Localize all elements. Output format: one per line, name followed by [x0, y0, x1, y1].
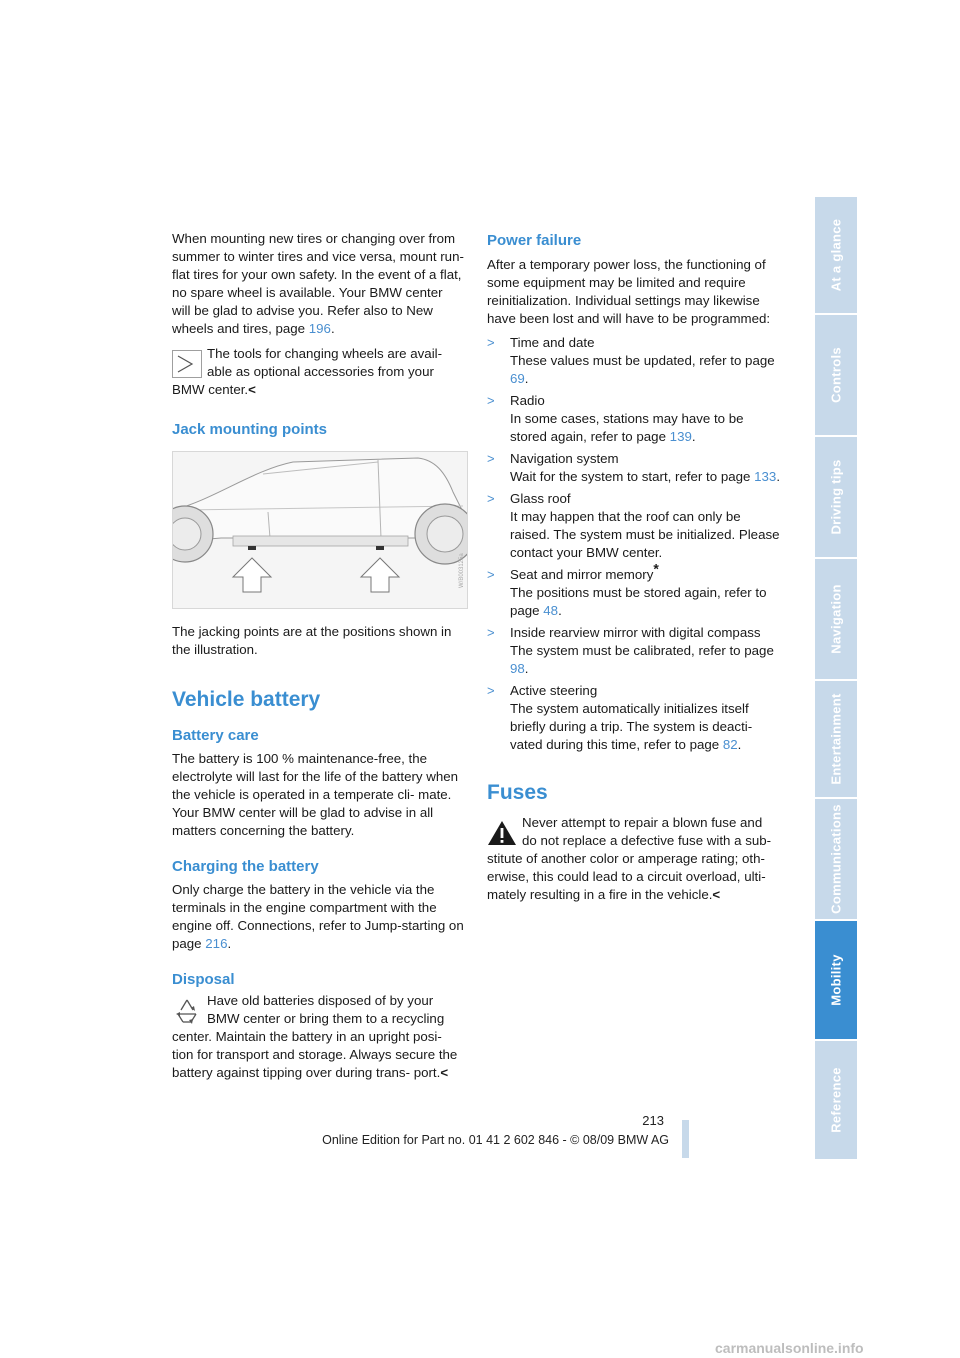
page-link-48[interactable]: 48 [543, 603, 559, 618]
disposal-heading: Disposal [172, 971, 235, 988]
left-column [172, 230, 464, 1082]
battery-care-heading: Battery care [172, 727, 259, 744]
tab-at-a-glance[interactable]: At a glance [815, 197, 857, 315]
tools-note: The tools for changing wheels are avail- able as optional accessories from your BMW center.< [172, 346, 443, 397]
list-item: > Time and date These values must be updated, refer to page 69. [487, 335, 775, 386]
list-item: > Active steering The system automatically initializes itself briefly during a trip. The system is deacti- vated during this time, refer to page 82. [487, 683, 753, 752]
list-item: > Navigation system Wait for the system to start, refer to page 133. [487, 451, 781, 484]
jack-points-figure [172, 451, 468, 609]
page-link-98[interactable]: 98 [510, 661, 525, 676]
charging-text: Only charge the battery in the vehicle via the terminals in the engine compartment with the engine off. Connections, refer to Jump-starting on page 216. [172, 882, 464, 951]
end-mark: < [712, 887, 721, 902]
reinit-list [487, 334, 782, 754]
page-marker-bar [682, 1120, 689, 1158]
power-failure-heading: Power failure [487, 232, 582, 249]
list-item: > Radio In some cases, stations may have to be stored again, refer to page 139. [487, 393, 744, 444]
tab-mobility[interactable]: Mobility [815, 921, 857, 1041]
list-item: > Glass roof It may happen that the roof can only be raised. The system must be initialized. Please contact your BMW center. [487, 491, 780, 560]
battery-care-text: The battery is 100 % maintenance-free, the electrolyte will last for the life of the battery when the vehicle is operated in a temperate cli- mate. Your BMW center will be glad to advise in all matters concerning the battery. [172, 751, 459, 838]
page-link-133[interactable]: 133 [754, 469, 777, 484]
tab-reference[interactable]: Reference [815, 1041, 857, 1161]
footer-edition: Online Edition for Part no. 01 41 2 602 846 - © 08/09 BMW AG [322, 1133, 669, 1147]
disposal-note: Have old batteries disposed of by your BMW center or bring them to a recycling center. Maintain the battery in an upright posi- tion for transport and storage. Always secure the battery against tipping over during trans- port.< [172, 993, 458, 1080]
tab-controls[interactable]: Controls [815, 315, 857, 437]
recycling-icon [172, 997, 202, 1025]
page-link-69[interactable]: 69 [510, 371, 525, 386]
watermark: carmanualsonline.info [715, 1340, 864, 1356]
page-link-196[interactable]: 196 [308, 321, 331, 336]
list-item: > Inside rearview mirror with digital compass The system must be calibrated, refer to page 98. [487, 625, 774, 676]
right-column [487, 232, 782, 904]
page-link-82[interactable]: 82 [722, 737, 738, 752]
page-number: 213 [642, 1113, 664, 1128]
page-link-216[interactable]: 216 [205, 936, 228, 951]
end-mark: < [248, 382, 256, 397]
section-tabs [815, 197, 857, 1161]
tab-driving-tips[interactable]: Driving tips [815, 437, 857, 559]
option-star: * [653, 560, 659, 577]
note-icon [172, 350, 202, 378]
list-item: > Seat and mirror memory* The positions must be stored again, refer to page 48. [487, 560, 767, 618]
end-mark: < [440, 1065, 449, 1080]
charging-heading: Charging the battery [172, 858, 319, 875]
battery-heading: Vehicle battery [172, 688, 321, 711]
jack-text: The jacking points are at the positions shown in the illustration. [172, 624, 452, 657]
figure-code: W/B003125a [459, 553, 465, 588]
tab-entertainment[interactable]: Entertainment [815, 681, 857, 799]
tab-navigation[interactable]: Navigation [815, 559, 857, 681]
power-failure-text: After a temporary power loss, the functioning of some equipment may be limited and require reinitialization. Individual settings may likewise have been lost and will have to be programmed: [487, 257, 771, 326]
tire-intro-paragraph: When mounting new tires or changing over from summer to winter tires and vice versa, mount run-flat tires for your own safety. In the event of a flat, no spare wheel is available. Your BMW center will be glad to advise you. Refer also to New wheels and tires, page 196. [172, 231, 464, 336]
tab-communications[interactable]: Communications [815, 799, 857, 921]
fuses-heading: Fuses [487, 781, 548, 804]
warning-icon [487, 819, 517, 847]
car-side-illustration [173, 452, 467, 608]
jack-heading: Jack mounting points [172, 421, 328, 438]
page-link-139[interactable]: 139 [669, 429, 692, 444]
fuses-warning: Never attempt to repair a blown fuse and do not replace a defective fuse with a sub- stitute of another color or amperage rating; oth- erwise, this could lead to a circuit overload, ulti- mately resulting in a fire in the vehicle.< [487, 815, 772, 902]
